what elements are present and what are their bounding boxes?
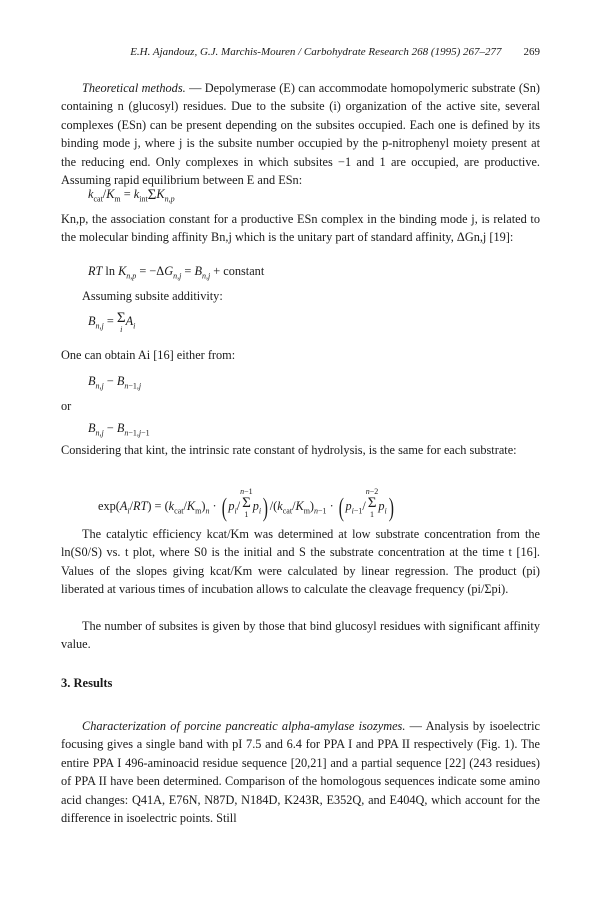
results-paragraph-text: — Analysis by isoelectric focusing gives a single band with pI 7.5 and 6.4 for PPA I and PPA II respectively (Fig. 1). The entire PPA I 496-aminoacid residue sequence [20,21] and a partial sequence [22] (243 residues) of PPA II have been determined. Comparison of the homologous sequences indicate some amino acid changes: Q41A, E76N, N87D, N184D, K243R, E352Q, and E404Q, which account for the difference in isoelectric points. Still — [61, 719, 540, 826]
or-connector: or — [61, 399, 72, 413]
results-paragraph — [61, 717, 540, 827]
theory-lead: Theoretical methods. — [82, 81, 186, 95]
running-head: E.H. Ajandouz, G.J. Marchis-Mouren / Carbohydrate Research 268 (1995) 267–277 — [130, 46, 502, 58]
equation-5: $B_{n,j} - B_{n-1,j-1}$ — [88, 421, 150, 438]
theory-paragraph-3: Assuming subsite additivity: — [82, 289, 223, 303]
running-header — [0, 46, 540, 58]
equation-4: $B_{n,j} - B_{n-1,j}$ — [88, 374, 142, 391]
theory-paragraph-5: Considering that kint, the intrinsic rate constant of hydrolysis, is the same for each substrate: — [61, 443, 517, 457]
theory-paragraph-6: The catalytic efficiency kcat/Km was determined at low substrate concentration from the ln(S0/S) vs. t plot, where S0 is the initial and S the substrate concentration at the time t [16]. Values of the slopes giving kcat/Km were calculated by linear regression. The product (pi) liberated at various times of incubation allows to calculate the cleavage frequency (pi/Σpi). — [61, 527, 540, 597]
equation-3: $B_{n,j}$ = Σ i $A_i$ — [88, 310, 136, 334]
theory-paragraph-1 — [61, 79, 540, 189]
theory-paragraph-4: One can obtain Ai [16] either from: — [61, 348, 236, 362]
equation-6: $\exp(A_i/RT) = (k_{cat}/K_m)_n$ · ( $p_i/$ n−1 Σ 1 $p_i$) $/(k_{cat}/K_m)_{n-1}$ · ( $p_{i-1}/$ n−2 Σ 1 $p_i$) — [98, 487, 394, 522]
section-heading-results: 3. Results — [61, 676, 113, 690]
results-lead: Characterization of porcine pancreatic alpha-amylase isozymes. — [82, 719, 406, 733]
theory-paragraph-7: The number of subsites is given by those that bind glucosyl residues with significant affinity value. — [61, 619, 540, 652]
equation-2: RT $\ln K_{n,p} = -\Delta G_{n,j} = B_{n,j}$ + constant — [88, 264, 265, 281]
theory-paragraph-1-text: — Depolymerase (E) can accommodate homopolymeric substrate (Sn) containing n (glucosyl) residues. Due to the subsite (i) organization of the active site, several complexes (ESn) can be present depending on the subsites occupied. Each one is defined by its binding mode j, where j is the subsite number occupied by the p-nitrophenyl moiety present at the reducing end. Only complexes in which subsites −1 and 1 are occupied, are productive. Assuming rapid equilibrium between E and ESn: — [61, 81, 540, 188]
page-number: 269 — [523, 46, 540, 58]
equation-1: $k_{cat}/K_m = k_{int}\Sigma K_{n,p}$ — [88, 187, 175, 204]
theory-paragraph-2: Kn,p, the association constant for a productive ESn complex in the binding mode j, is related to the molecular binding affinity Bn,j which is the unitary part of standard affinity, ΔGn,j [19]: — [61, 212, 540, 245]
